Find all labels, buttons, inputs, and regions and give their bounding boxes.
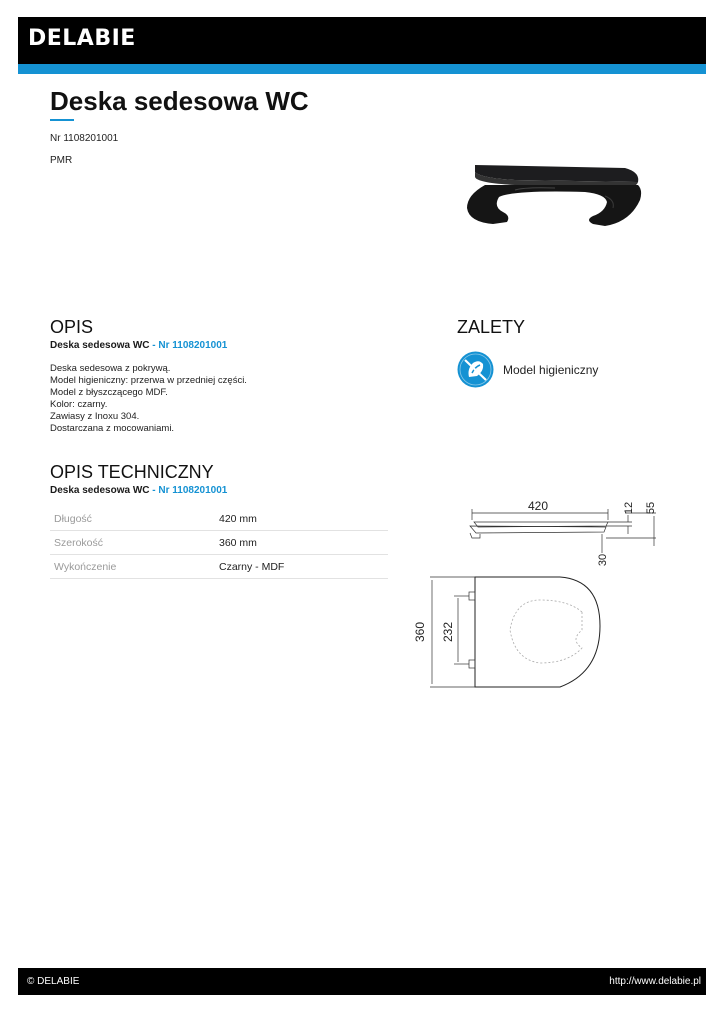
dim-hinge-spacing: 232 [441,621,455,643]
technical-drawing [410,490,670,700]
spec-value: 420 mm [219,513,257,525]
footer-bar [18,968,706,995]
description-line: Model z błyszczącego MDF. [50,387,168,398]
technical-heading: OPIS TECHNICZNY [50,462,214,482]
spec-value: 360 mm [219,537,257,549]
spec-key: Długość [54,513,92,525]
description-line: Kolor: czarny. [50,399,108,410]
technical-product-name: Deska sedesowa WC [50,485,150,496]
technical-product-ref: - Nr 1108201001 [152,485,228,496]
accent-band [18,64,706,74]
title-underline [50,119,74,121]
spec-key: Szerokość [54,537,104,549]
spec-value: Czarny - MDF [219,561,285,573]
hygienic-model-icon [457,351,494,388]
dim-lid: 12 [623,501,635,515]
description-body [50,363,247,435]
description-line: Zawiasy z Inoxu 304. [50,411,140,422]
spec-table [50,507,388,579]
description-line: Model higieniczny: przerwa w przedniej części. [50,375,247,386]
spec-row [50,507,388,531]
spec-row [50,555,388,579]
description-heading: OPIS [50,317,94,337]
brand-logo: DELABIE [28,26,136,51]
spec-key: Wykończenie [54,561,117,573]
description-product-name: Deska sedesowa WC [50,340,150,351]
description-product-ref: - Nr 1108201001 [152,340,228,351]
dim-length: 420 [527,499,549,513]
description-subtitle [50,340,227,351]
dim-height: 55 [645,501,657,515]
dim-hinge: 30 [597,553,609,567]
footer-copyright: © DELABIE [27,976,80,987]
spec-row [50,531,388,555]
dim-width: 360 [413,621,427,643]
advantage-label: Model higieniczny [503,363,599,377]
advantages-heading: ZALETY [457,317,526,337]
description-line: Dostarczana z mocowaniami. [50,423,175,434]
product-photo [455,150,655,250]
description-line: Deska sedesowa z pokrywą. [50,363,171,374]
page-title: Deska sedesowa WC [50,86,309,116]
product-reference: Nr 1108201001 [50,133,119,144]
technical-subtitle [50,485,227,496]
product-category: PMR [50,155,73,166]
footer-url-link[interactable]: http://www.delabie.pl [609,976,701,987]
